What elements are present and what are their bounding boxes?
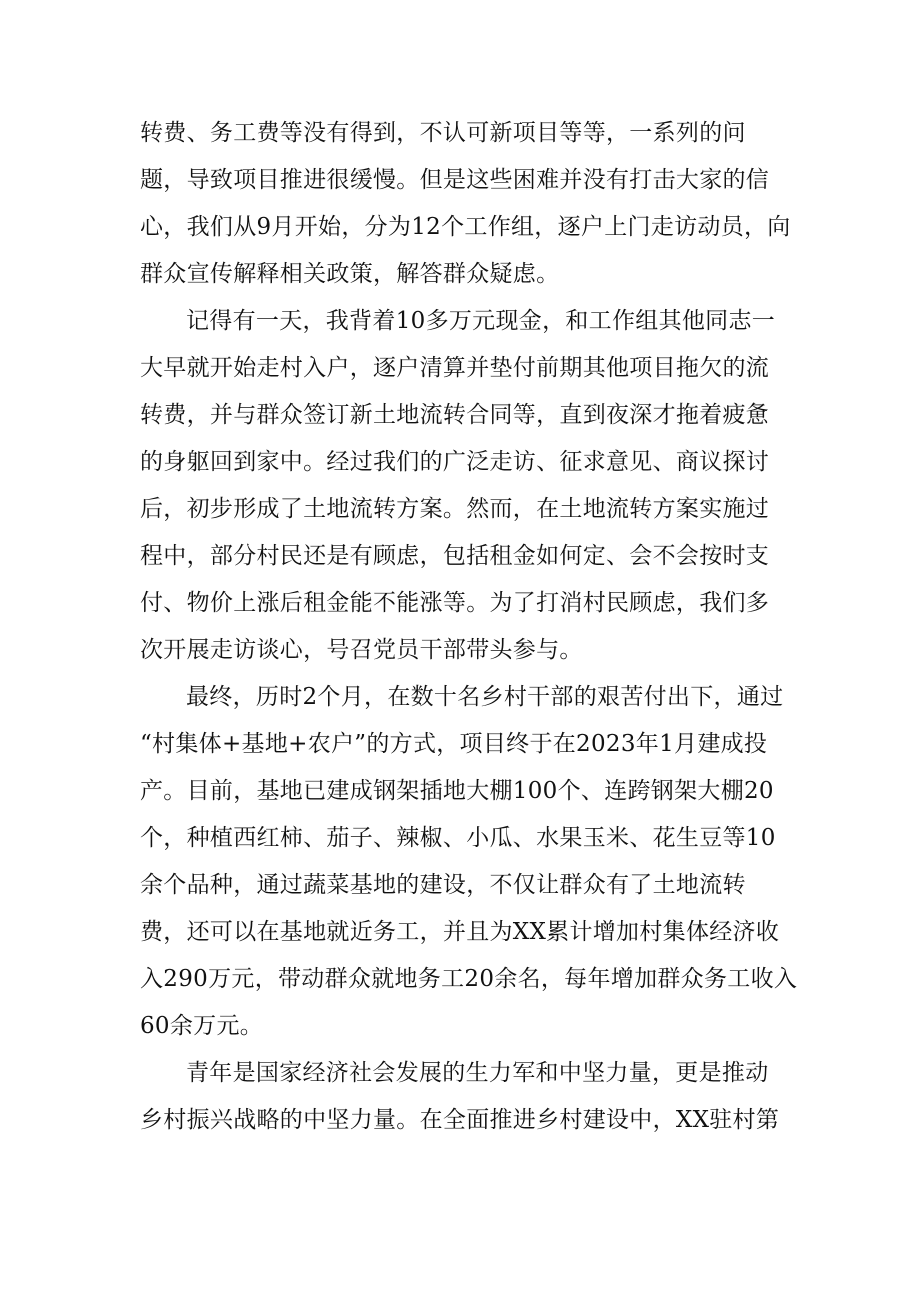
text-line: 次开展走访谈心，号召党员干部带头参与。 (140, 637, 583, 663)
text-line: 付、物价上涨后租金能不能涨等。为了打消村民顾虑，我们多 (140, 590, 770, 616)
text-line: 群众宣传解释相关政策，解答群众疑虑。 (140, 261, 560, 287)
paragraph-3 (140, 674, 798, 1050)
text-line: 记得有一天，我背着10多万元现金，和工作组其他同志一 (186, 308, 776, 334)
text-line: 入290万元，带动群众就地务工20余名，每年增加群众务工收入 (140, 966, 798, 992)
text-line: 大早就开始走村入户，逐户清算并垫付前期其他项目拖欠的流 (140, 355, 770, 381)
paragraph-1 (140, 110, 791, 298)
text-line: 个，种植西红柿、茄子、辣椒、小瓜、水果玉米、花生豆等10 (140, 825, 776, 851)
text-line: 乡村振兴战略的中坚力量。在全面推进乡村建设中，XX驻村第 (140, 1107, 780, 1133)
text-line: 最终，历时2个月，在数十名乡村干部的艰苦付出下，通过 (186, 684, 784, 710)
text-line: 题，导致项目推进很缓慢。但是这些困难并没有打击大家的信 (140, 167, 770, 193)
text-line: 青年是国家经济社会发展的生力军和中坚力量，更是推动 (186, 1060, 769, 1086)
text-line: 60余万元。 (140, 1013, 264, 1039)
text-line: 后，初步形成了土地流转方案。然而，在土地流转方案实施过 (140, 496, 770, 522)
text-line: 心，我们从9月开始，分为12个工作组，逐户上门走访动员，向 (140, 214, 791, 240)
document-body (140, 110, 798, 1144)
text-line: 余个品种，通过蔬菜基地的建设，不仅让群众有了土地流转 (140, 872, 746, 898)
text-line: 转费，并与群众签订新土地流转合同等，直到夜深才拖着疲惫 (140, 402, 770, 428)
text-line: 转费、务工费等没有得到，不认可新项目等等，一系列的问 (140, 120, 746, 146)
paragraph-2 (140, 298, 780, 674)
paragraph-4 (140, 1050, 780, 1144)
text-line: 产。目前，基地已建成钢架插地大棚100个、连跨钢架大棚20 (140, 778, 774, 804)
text-line: 的身躯回到家中。经过我们的广泛走访、征求意见、商议探讨 (140, 449, 770, 475)
text-line: “村集体+基地+农户”的方式，项目终于在2023年1月建成投 (140, 731, 768, 757)
text-line: 程中，部分村民还是有顾虑，包括租金如何定、会不会按时支 (140, 543, 770, 569)
text-line: 费，还可以在基地就近务工，并且为XX累计增加村集体经济收 (140, 919, 780, 945)
